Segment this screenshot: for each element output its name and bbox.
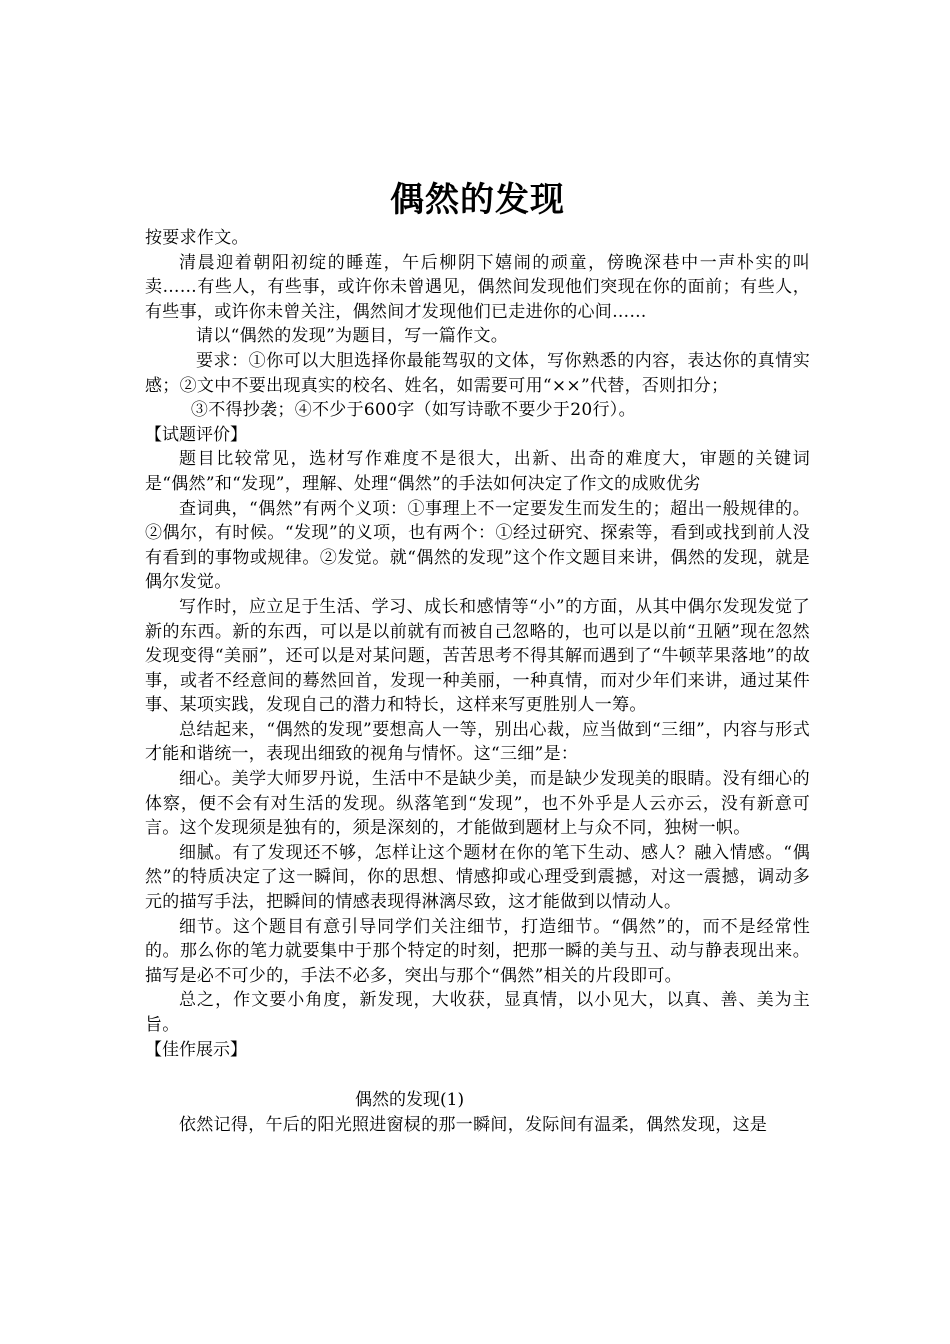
document-page (145, 178, 810, 1137)
paragraph-evaluation-1: 题目比较常见，选材写作难度不是很大，出新、出奇的难度大，审题的关键词是“偶然”和“发现”，理解、处理“偶然”的手法如何决定了作文的成败优劣 (145, 449, 810, 494)
paragraph-requirements-cont: ③不得抄袭；④不少于600字（如写诗歌不要少于20行）。 (190, 400, 636, 421)
paragraph-evaluation-6: 细腻。有了发现还不够，怎样让这个题材在你的笔下生动、感人？融入情感。“偶然”的特质决定了这一瞬间，你的思想、情感抑或心理受到震撼，对这一震撼，调动多元的描写手法，把瞬间的情感表现得淋漓尽致，这才能做到以情动人。 (145, 842, 810, 913)
paragraph-instruction: 按要求作文。 (145, 228, 249, 248)
spacer (145, 1062, 810, 1088)
paragraph-evaluation-7: 细节。这个题目有意引导同学们关注细节，打造细节。“偶然”的，而不是经常性的。那么你的笔力就要集中于那个特定的时刻，把那一瞬的美与丑、动与静表现出来。描写是必不可少的，手法不必多，突出与那个“偶然”相关的片段即可。 (145, 916, 810, 986)
paragraph-evaluation-4: 总结起来，“偶然的发现”要想高人一等，别出心裁，应当做到“三细”，内容与形式才能和谐统一，表现出细致的视角与情怀。这“三细”是： (145, 719, 810, 765)
section-heading-showcase: 【佳作展示】 (145, 1039, 247, 1060)
paragraph-essay-1: 依然记得，午后的阳光照进窗棂的那一瞬间，发际间有温柔，偶然发现，这是 (179, 1114, 768, 1135)
paragraph-requirements: 要求：①你可以大胆选择你最能驾驭的文体，写你熟悉的内容，表达你的真情实感；②文中不要出现真实的校名、姓名，如需要可用“××”代替，否则扣分； (145, 350, 810, 396)
paragraph-prompt: 清晨迎着朝阳初绽的睡莲，午后柳阴下嬉闹的顽童，傍晚深巷中一声朴实的叫卖……有些人，有些事，或许你未曾遇见，偶然间发现他们突现在你的面前；有些人，有些事，或许你未曾关注，偶然间才发现他们已走进你的心间…… (145, 252, 810, 322)
section-heading-evaluation: 【试题评价】 (145, 424, 247, 445)
paragraph-topic: 请以“偶然的发现”为题目，写一篇作文。 (196, 326, 509, 347)
page-title: 偶然的发现 (390, 180, 565, 220)
essay-title: 偶然的发现(1) (355, 1090, 465, 1111)
paragraph-evaluation-8: 总之，作文要小角度，新发现，大收获，显真情，以小见大，以真、善、美为主旨。 (145, 990, 810, 1035)
paragraph-evaluation-2: 查词典，“偶然”有两个义项：①事理上不一定要发生而发生的；超出一般规律的。②偶尔，有时候。“发现”的义项，也有两个：①经过研究、探索等，看到或找到前人没有看到的事物或规律。②发觉。就“偶然的发现”这个作文题目来讲，偶然的发现，就是偶尔发觉。 (145, 498, 810, 593)
paragraph-evaluation-5: 细心。美学大师罗丹说，生活中不是缺少美，而是缺少发现美的眼睛。没有细心的体察，便不会有对生活的发现。纵落笔到“发现”，也不外乎是人云亦云，没有新意可言。这个发现须是独有的，须是深刻的，才能做到题材上与众不同，独树一帜。 (145, 769, 810, 839)
paragraph-evaluation-3: 写作时，应立足于生活、学习、成长和感情等“小”的方面，从其中偶尔发现发觉了新的东西。新的东西，可以是以前就有而被自己忽略的，也可以是以前“丑陋”现在忽然发现变得“美丽”，还可以是对某问题，苦苦思考不得其解而遇到了“牛顿苹果落地”的故事，或者不经意间的蓦然回首，发现一种美丽，一种真情，而对少年们来讲，通过某件事、某项实践，发现自己的潜力和特长，这样来写更胜别人一筹。 (145, 596, 810, 716)
